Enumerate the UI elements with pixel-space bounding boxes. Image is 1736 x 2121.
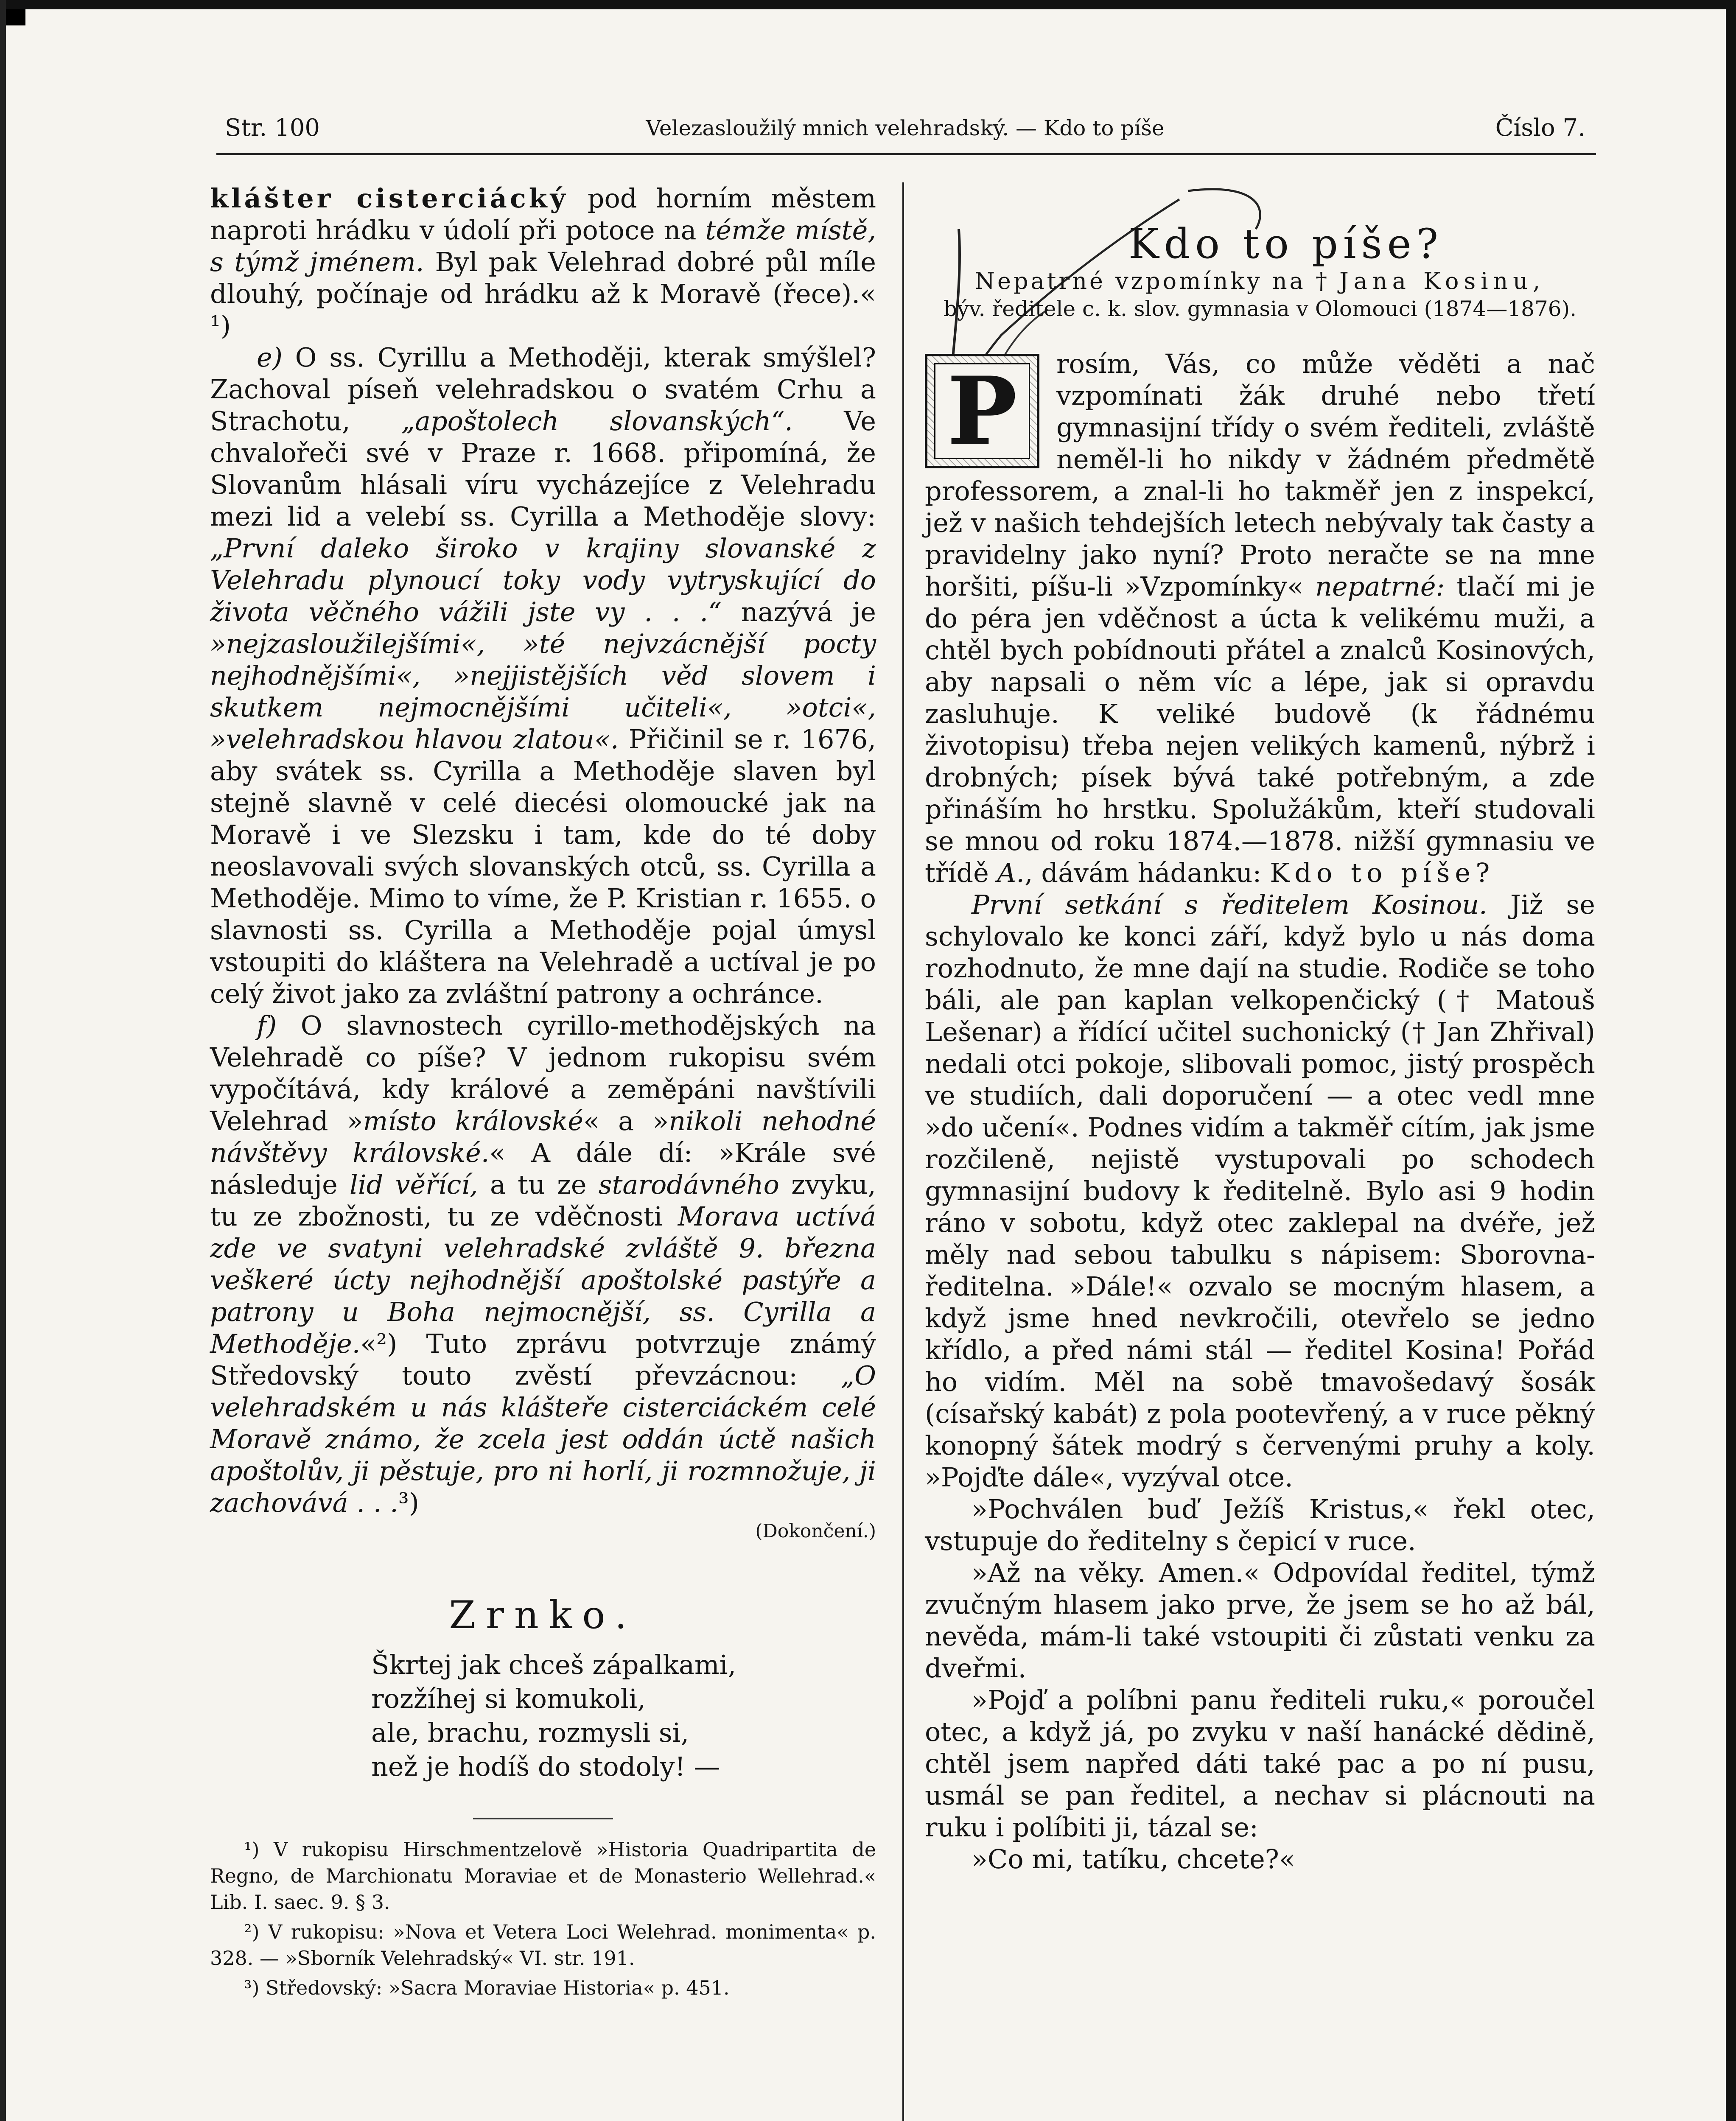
running-head	[225, 111, 1585, 145]
poem	[210, 1648, 876, 1784]
right-paragraph-3: »Pochválen buď Ježíš Kristus,« řekl otec, vstupuje do ředitelny s čepicí v ruce.	[925, 1494, 1595, 1556]
left-paragraph-2: e) O ss. Cyrillu a Methoději, kterak smýšlel? Zachoval píseň velehradskou o svatém Crhu a Strachotu, „apoštolech slovanských“. Ve chvalořeči své v Praze r. 1668. připomíná, že Slovanům hlásali víru vycházejíce z Velehradu mezi lid a velebí ss. Cyrilla a Methoděje slovy: „První daleko široko v krajiny slovanské z Velehradu plynoucí toky vody vytryskující do života věčného vážili jste vy . . .“ nazývá je »nejzasloužilejšími«, »té nejvzácnější pocty nejhodnějšími«, »nejjistějších věd slovem i skutkem nejmocnějšími učiteli«, »otci«, »velehradskou hlavou zlatou«. Přičinil se r. 1676, aby svátek ss. Cyrilla a Methoděje slaven byl stejně slavně v celé diecési olomoucké jak na Moravě i ve Slezsku i tam, kde do té doby neoslavovali svých slovanských otců, ss. Cyrilla a Methoděje. Mimo to víme, že P. Kristian r. 1655. o slavnosti ss. Cyrilla a Methoděje pojal úmysl vstoupiti do kláštera na Velehradě a uctíval je po celý život jako za zvláštní patrony a ochránce.	[210, 342, 876, 1009]
right-column	[925, 182, 1595, 1875]
left-paragraph-1: klášter cisterciácký pod horním městem naproti hrádku v údolí při potoce na témže místě, s týmž jménem. Byl pak Velehrad dobré půl míle dlouhý, počínaje od hrádku až k Moravě (řece).« ¹)	[210, 183, 876, 341]
right-paragraph-4: »Až na věky. Amen.« Odpovídal ředitel, týmž zvučným hlasem jako prve, že jsem se ho až bál, nevěda, mám-li také vstoupiti či zůstati venku za dveřmi.	[925, 1557, 1595, 1684]
left-paragraph-3: f) O slavnostech cyrillo-methodějských na Velehradě co píše? V jednom rukopisu svém vypočítává, kdy králové a zeměpáni navštívili Velehrad »místo královské« a »nikoli nehodné návštěvy královské.« A dále dí: »Krále své následuje lid věřící, a tu ze starodávného zvyku, tu ze zbožnosti, tu ze vděčnosti Morava uctívá zde ve svatyni velehradské zvláště 9. března veškeré úcty nejhodnější apoštolské pastýře a patrony u Boha nejmocnější, ss. Cyrilla a Methoděje.«²) Tuto zprávu potvrzuje známý Středovský touto zvěstí převzácnou: „O velehradském u nás klášteře cisterciáckém celé Moravě známo, že zcela jest oddán úctě našich apoštolův, ji pěstuje, pro ni horlí, ji rozmnožuje, ji zachovává . . .³)	[210, 1010, 876, 1518]
poem-line: rozžíhej si komukoli,	[371, 1683, 646, 1714]
article-subtitle: Nepatrné vzpomínky na † Jana Kosinu,	[974, 268, 1546, 294]
footnote-rule	[473, 1818, 613, 1819]
article-subtitle-detail: býv. ředitele c. k. slov. gymnasia v Olomouci (1874—1876).	[944, 297, 1576, 321]
scan-border-left	[0, 0, 6, 2121]
right-paragraph-5: »Pojď a políbni panu řediteli ruku,« poroučel otec, a když já, po zvyku v naší hanácké dědině, chtěl jsem napřed dáti také pac a po ní pusu, usmál se pan ředitel, a nechav si plácnouti na ruku i políbiti ji, tázal se:	[925, 1684, 1595, 1843]
poem-line: Škrtej jak chceš zápalkami,	[371, 1649, 736, 1680]
right-paragraph-1: P rosím, Vás, co může věděti a nač vzpomínati žák druhé nebo třetí gymnasijní třídy o svém řediteli, zvláště neměl-li ho nikdy v žádném předmětě professorem, a znal-li ho takměř jen z inspekcí, jež v našich tehdejších letech nebývaly tak časty a pravidelny jako nyní? Proto neračte se na mne horšiti, píšu-li »Vzpomínky« nepatrné: tlačí mi je do péra jen vděčnost a úcta k velikému muži, a chtěl bych pobídnouti přátel a znalců Kosinových, aby napsali o něm víc a lépe, jak si opravdu zasluhuje. K veliké budově (k řádnému životopisu) třeba nejen velikých kamenů, nýbrž i drobných; písek bývá také potřebným, a zde přináším ho hrstku. Spolužákům, kteří studovali se mnou od roku 1874.—1878. nižší gymnasiu ve třídě A., dávám hádanku: Kdo to píše?	[925, 348, 1595, 888]
scan-border-top	[0, 0, 1736, 9]
header-rule	[216, 153, 1596, 155]
article-title: Kdo to píše?	[1128, 220, 1444, 268]
footnote-2: ²) V rukopisu: »Nova et Vetera Loci Welehrad. monimenta« p. 328. — »Sborník Velehradský« VI. str. 191.	[210, 1920, 876, 1970]
page-number: Str. 100	[225, 114, 320, 142]
left-column	[210, 182, 876, 2004]
scan-border-right	[1726, 0, 1736, 2121]
poem-title: Zrnko.	[449, 1593, 637, 1637]
ornamental-initial: P	[925, 354, 1039, 468]
footnote-3: ³) Středovský: »Sacra Moraviae Historia« p. 451.	[244, 1976, 730, 1999]
continued-note: (Dokončení.)	[755, 1520, 876, 1542]
footnotes	[210, 1836, 876, 2001]
running-title: Velezasloužilý mnich velehradský. — Kdo to píše	[646, 116, 1165, 140]
poem-line: než je hodíš do stodoly! —	[371, 1751, 720, 1782]
issue-number: Číslo 7.	[1495, 114, 1585, 142]
column-divider	[902, 182, 904, 2121]
poem-line: ale, brachu, rozmysli si,	[371, 1717, 689, 1748]
footnote-1: ¹) V rukopisu Hirschmentzelově »Historia Quadripartita de Regno, de Marchionatu Moraviae et de Monasterio Wellehrad.« Lib. I. saec. 9. § 3.	[210, 1838, 876, 1914]
right-paragraph-6: »Co mi, tatíku, chcete?«	[972, 1844, 1295, 1875]
right-paragraph-2: První setkání s ředitelem Kosinou. Již se schylovalo ke konci září, když bylo u nás doma rozhodnuto, že mne dají na studie. Rodiče se toho báli, ale pan kaplan velkopenčický († Matouš Lešenar) a řídící učitel suchonický († Jan Zhřival) nedali otci pokoje, slibovali pomoc, jistý prospěch ve studiích, dali doporučení — a otec vedl mne »do učení«. Podnes vidím a takměř cítím, jak jsme rozčileně, nejistě vystupovali po schodech gymnasijní budovy k ředitelně. Bylo asi 9 hodin ráno v sobotu, když otec zaklepal na dvéře, jež měly nad sebou tabulku s nápisem: Sborovna-ředitelna. »Dále!« ozvalo se mocným hlasem, a když jsme hned nevkročili, otevřelo se jedno křídlo, a před námi stál — ředitel Kosina! Pořád ho vidím. Měl na sobě tmavošedavý šosák (císařský kabát) z pola pootevřený, a v ruce pěkný konopný šátek modrý s červenými pruhy a koly. »Pojďte dále«, vyzýval otce.	[925, 889, 1595, 1493]
